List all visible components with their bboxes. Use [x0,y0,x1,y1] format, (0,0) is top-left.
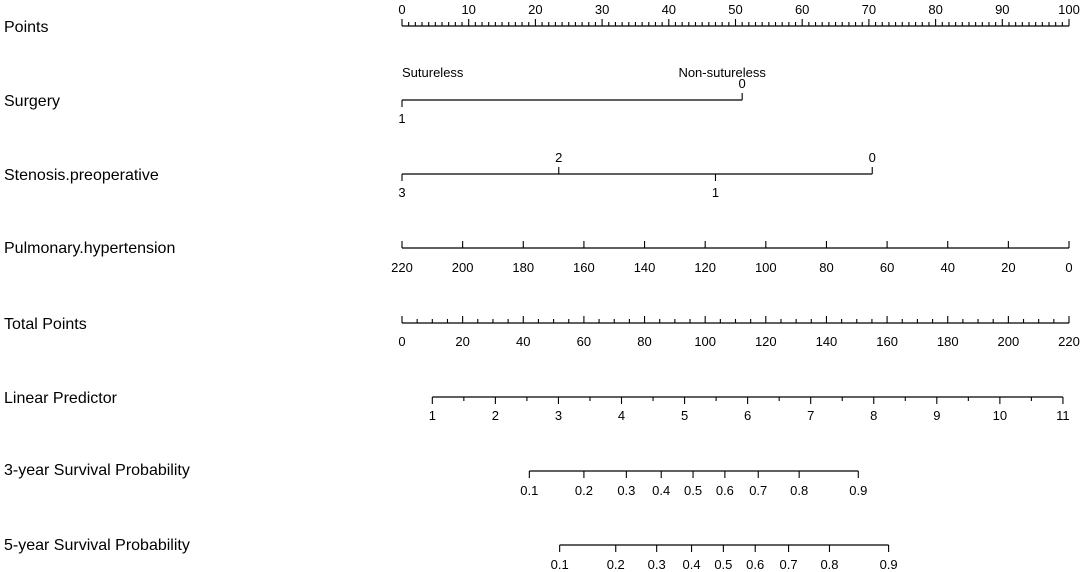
pulmonary-tick-label: 0 [1065,260,1073,275]
total-tick-label: 60 [576,334,592,349]
total-tick-label: 0 [398,334,406,349]
lp-tick-label: 6 [744,408,752,423]
surv3-tick-label: 0.2 [574,483,593,498]
stenosis-level-label: 1 [711,185,720,200]
lp-tick-label: 8 [870,408,878,423]
total-tick-label: 180 [936,334,959,349]
total-tick-label: 220 [1058,334,1080,349]
total-tick-label: 160 [876,334,898,349]
row-label-3yr-survival: 3-year Survival Probability [4,462,190,479]
total-tick-label: 140 [815,334,838,349]
surv5-tick-label: 0.1 [550,557,569,572]
surv3-tick-label: 0.7 [749,483,768,498]
points-tick-label: 100 [1058,2,1080,17]
total-tick-label: 80 [637,334,652,349]
nomogram-scales [391,2,1080,572]
pulmonary-tick-label: 160 [573,260,595,275]
pulmonary-tick-label: 20 [1001,260,1016,275]
total-tick-label: 100 [694,334,717,349]
points-tick-label: 40 [661,2,677,17]
surv5-tick-label: 0.6 [746,557,765,572]
stenosis-level-label: 2 [555,150,563,165]
pulmonary-tick-label: 220 [391,260,413,275]
surgery-level-label: 1 [398,111,406,126]
row-label-linear-predictor: Linear Predictor [4,390,117,407]
row-label-surgery: Surgery [4,93,61,110]
surv3-tick-label: 0.5 [684,483,703,498]
pulmonary-tick-label: 200 [451,260,474,275]
surv5-tick-label: 0.2 [606,557,625,572]
surv3-tick-label: 0.9 [849,483,868,498]
points-tick-label: 0 [398,2,406,17]
pulmonary-tick-label: 120 [694,260,717,275]
points-tick-label: 30 [594,2,610,17]
lp-tick-label: 1 [428,408,436,423]
surv5-tick-label: 0.9 [879,557,898,572]
row-label-stenosis: Stenosis.preoperative [4,167,159,184]
surv5-tick-label: 0.8 [820,557,839,572]
pulmonary-tick-label: 180 [512,260,535,275]
surv5-tick-label: 0.7 [779,557,798,572]
points-tick-label: 80 [928,2,943,17]
total-tick-label: 20 [455,334,470,349]
stenosis-level-label: 0 [868,150,876,165]
surgery-category-name: Sutureless [402,65,464,80]
surv5-tick-label: 0.4 [682,557,701,572]
lp-tick-label: 5 [680,408,689,423]
pulmonary-tick-label: 40 [940,260,955,275]
points-tick-label: 60 [794,2,810,17]
total-tick-label: 200 [997,334,1020,349]
row-label-5yr-survival: 5-year Survival Probability [4,537,190,554]
stenosis-level-label: 3 [398,185,406,200]
surv3-tick-label: 0.6 [715,483,734,498]
points-tick-label: 50 [728,2,743,17]
pulmonary-tick-label: 80 [819,260,834,275]
total-tick-label: 120 [754,334,777,349]
surgery-category-name: Non-sutureless [678,65,766,80]
lp-tick-label: 10 [992,408,1008,423]
surgery-level-label: 0 [738,76,746,91]
surv3-tick-label: 0.3 [617,483,636,498]
row-labels [4,19,190,554]
surv3-tick-label: 0.8 [790,483,809,498]
lp-tick-label: 7 [807,408,815,423]
surv5-tick-label: 0.5 [714,557,733,572]
row-label-points: Points [4,19,49,36]
lp-tick-label: 4 [617,408,626,423]
row-label-pulmonary: Pulmonary.hypertension [4,240,176,257]
lp-tick-label: 3 [554,408,563,423]
lp-tick-label: 9 [933,408,941,423]
points-tick-label: 20 [528,2,543,17]
total-tick-label: 40 [516,334,531,349]
points-tick-label: 90 [995,2,1010,17]
row-label-total-points: Total Points [4,316,87,333]
pulmonary-tick-label: 100 [754,260,777,275]
surv3-tick-label: 0.4 [652,483,671,498]
points-tick-label: 10 [461,2,476,17]
pulmonary-tick-label: 140 [633,260,656,275]
surv5-tick-label: 0.3 [647,557,666,572]
lp-tick-label: 2 [491,408,499,423]
pulmonary-tick-label: 60 [879,260,895,275]
surv3-tick-label: 0.1 [520,483,539,498]
points-tick-label: 70 [861,2,877,17]
lp-tick-label: 11 [1056,408,1070,423]
